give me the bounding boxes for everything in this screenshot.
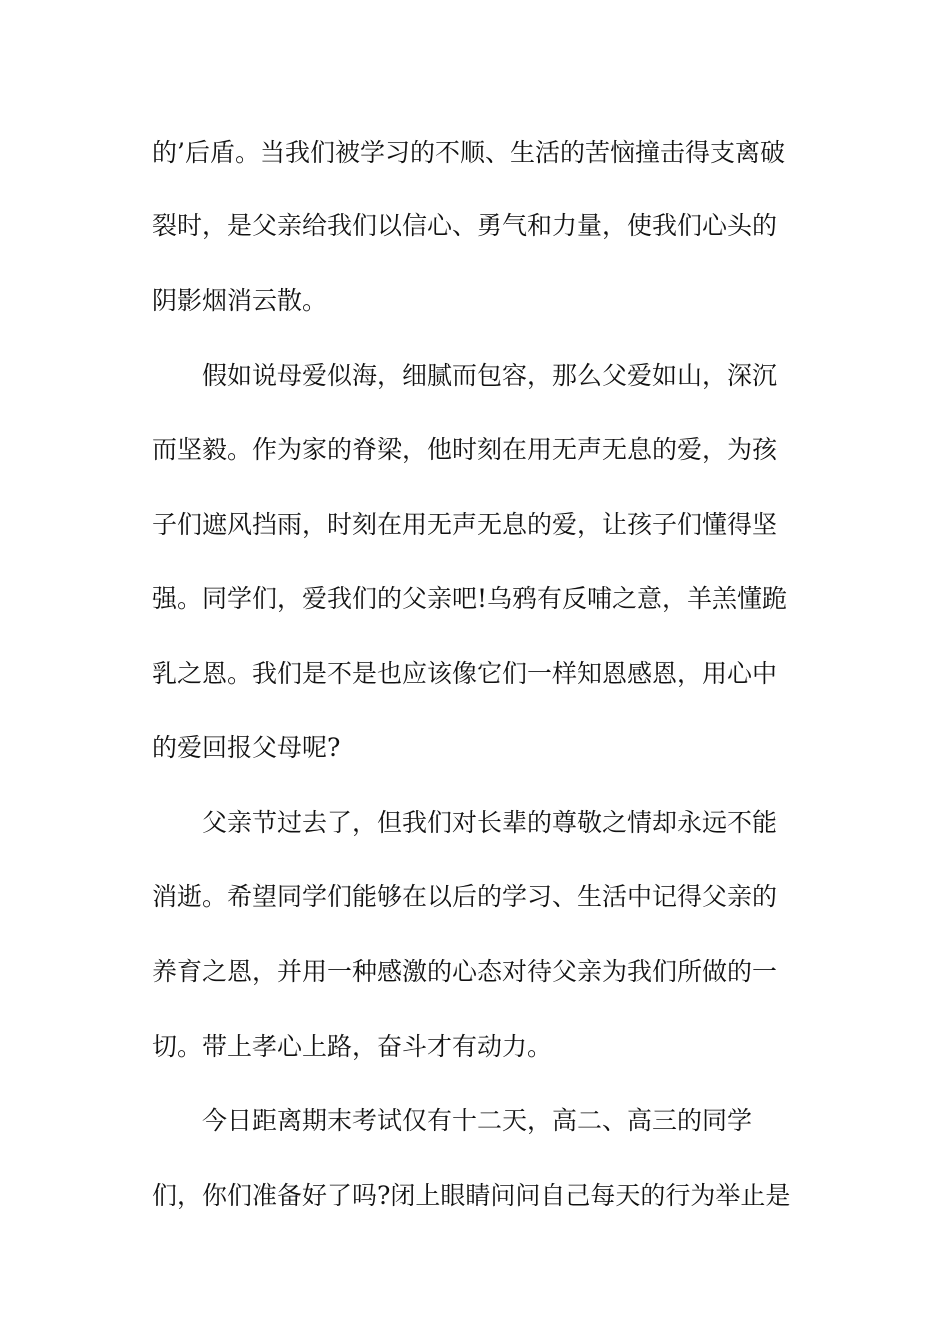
paragraph-line: 裂时，是父亲给我们以信心、勇气和力量，使我们心头的 xyxy=(152,211,778,240)
paragraph-line: 养育之恩，并用一种感激的心态对待父亲为我们所做的一 xyxy=(152,957,778,986)
paragraph-line: 的’后盾。当我们被学习的不顺、生活的苦恼撞击得支离破 xyxy=(152,138,785,167)
paragraph-line: 切。带上孝心上路，奋斗才有动力。 xyxy=(152,1032,553,1061)
paragraph-line: 消逝。希望同学们能够在以后的学习、生活中记得父亲的 xyxy=(152,882,778,911)
paragraph-first-line: 今日距离期末考试仅有十二天，高二、高三的同学 xyxy=(202,1106,753,1135)
paragraph-line: 的爱回报父母呢? xyxy=(152,733,341,762)
paragraph-line: 阴影烟消云散。 xyxy=(152,286,328,315)
paragraph-line: 们，你们准备好了吗?闭上眼睛问问自己每天的行为举止是 xyxy=(152,1181,791,1210)
paragraph-line: 而坚毅。作为家的脊梁，他时刻在用无声无息的爱，为孩 xyxy=(152,435,778,464)
paragraph-first-line: 父亲节过去了，但我们对长辈的尊敬之情却永远不能 xyxy=(202,808,778,837)
paragraph-line: 子们遮风挡雨，时刻在用无声无息的爱，让孩子们懂得坚 xyxy=(152,510,778,539)
paragraph-first-line: 假如说母爱似海，细腻而包容，那么父爱如山，深沉 xyxy=(202,361,778,390)
paragraph-line: 乳之恩。我们是不是也应该像它们一样知恩感恩，用心中 xyxy=(152,659,778,688)
paragraph-line: 强。同学们，爱我们的父亲吧!乌鸦有反哺之意，羊羔懂跪 xyxy=(152,584,788,613)
